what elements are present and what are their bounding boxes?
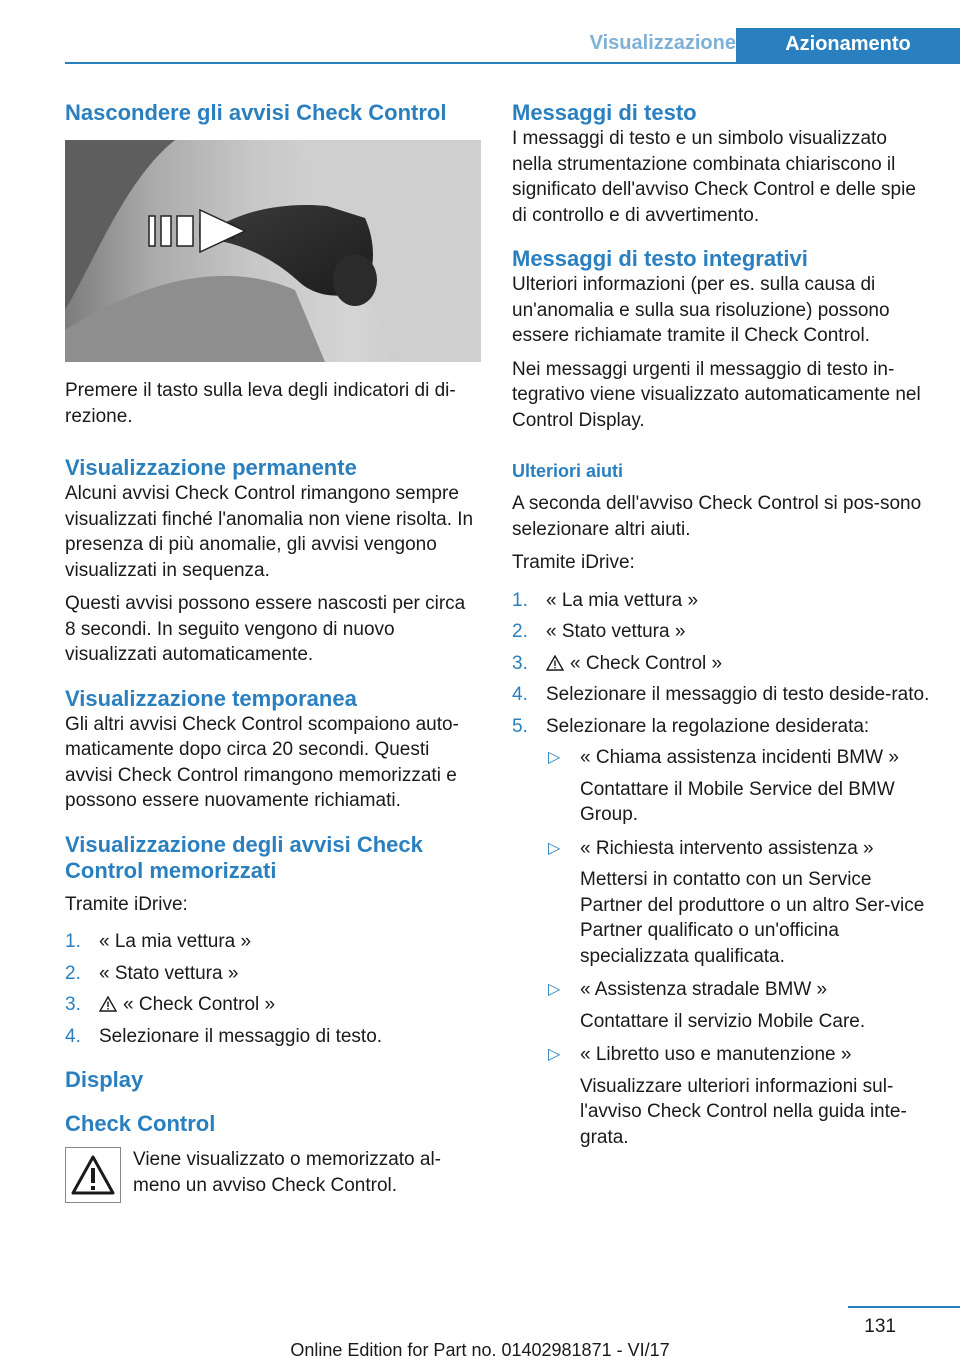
footer-edition: Online Edition for Part no. 01402981871 - VI/17 (290, 1340, 670, 1360)
triangle-bullet-icon: ▷ (548, 749, 561, 766)
triangle-bullet-icon: ▷ (548, 1046, 561, 1063)
heading-stored-alerts: Visualizzazione degli avvisi Check Control memorizzati (65, 831, 423, 883)
header-tab-azionamento[interactable]: Azionamento (736, 28, 960, 62)
list-item: 3. « Check Control » (65, 994, 276, 1015)
heading-display: Display (65, 1067, 144, 1092)
heading-check-control: Check Control (65, 1111, 216, 1136)
list-item: ▷ « Assistenza stradale BMW » Contattare il servizio Mobile Care. (548, 979, 866, 1032)
list-item: 4. Selezionare il messaggio di testo deside-rato. (512, 684, 930, 705)
list-item: 2. « Stato vettura » (512, 621, 686, 642)
heading-extra-messages: Messaggi di testo integrativi (512, 246, 808, 271)
stored-steps-list (65, 929, 481, 1049)
check-control-row (65, 1147, 481, 1203)
heading-text-messages: Messaggi di testo (512, 100, 697, 125)
list-item: 3. « Check Control » (512, 652, 723, 674)
heading-further-help: Ulteriori aiuti (512, 461, 624, 481)
list-item: ▷ « Chiama assistenza incidenti BMW » Contattare il Mobile Service del BMW Group. (548, 747, 899, 825)
help-steps-list (512, 588, 932, 1151)
stored-intro: Tramite iDrive: (65, 893, 188, 915)
heading-temporary-display: Visualizzazione temporanea (65, 685, 357, 711)
header-divider (65, 62, 960, 64)
text-messages-paragraph: I messaggi di testo e un simbolo visualizzato nella strumentazione combinata chiariscono il significato dell'avviso Check Control e delle spie di controllo e di avvertimento. (512, 128, 916, 226)
section-title-hide-alerts: Nascondere gli avvisi Check Control (65, 100, 447, 125)
check-control-warning-icon (65, 1147, 121, 1203)
turn-signal-lever-figure (65, 140, 481, 362)
header-tab-visualizzazione[interactable]: Visualizzazione (589, 32, 736, 54)
warning-triangle-icon (546, 655, 564, 671)
further-help-paragraph: A seconda dell'avviso Check Control si pos-sono selezionare altri aiuti. (512, 493, 922, 540)
press-lever-text: Premere il tasto sulla leva degli indicatori di di-rezione. (65, 380, 456, 427)
heading-permanent-display: Visualizzazione permanente (65, 455, 357, 480)
extra-messages-paragraph-1: Ulteriori informazioni (per es. sulla causa di un'anomalia e sulla sua risoluzione) possono essere richiamate tramite il Check Control. (512, 274, 890, 346)
extra-messages-paragraph-2: Nei messaggi urgenti il messaggio di testo in-tegrativo viene visualizzato automaticamente nel Control Display. (512, 358, 921, 431)
permanent-paragraph-2: Questi avvisi possono essere nascosti per circa 8 secondi. In seguito vengono di nuovo visualizzati automaticamente. (65, 593, 466, 665)
list-item: ▷ « Libretto uso e manutenzione » Visualizzare ulteriori informazioni sul-l'avviso Check Control nella guida inte-grata. (548, 1044, 907, 1148)
list-item: 4. Selezionare il messaggio di testo. (65, 1025, 383, 1047)
list-item: 1. « La mia vettura » (65, 931, 252, 952)
left-column (65, 100, 481, 1203)
lever-illustration (65, 140, 481, 362)
permanent-paragraph-1: Alcuni avvisi Check Control rimangono sempre visualizzati finché l'anomalia non viene risolta. In presenza di più anomalie, gli avvisi vengono visualizzati in sequenza. (65, 483, 474, 581)
footer-divider (848, 1306, 960, 1308)
check-control-description: Viene visualizzato o memorizzato al-meno un avviso Check Control. (133, 1149, 442, 1196)
list-item: ▷ « Richiesta intervento assistenza » Mettersi in contatto con un Service Partner del produttore o un altro Ser-vice Partner qualificato o un'officina specializzata qualificata. (548, 837, 925, 967)
further-help-intro: Tramite iDrive: (512, 552, 635, 573)
help-options-list (546, 745, 932, 1150)
temporary-paragraph-1: Gli altri avvisi Check Control scompaiono auto-maticamente dopo circa 20 secondi. Questi avvisi Check Control rimangono memorizzati e possono essere nuovamente richiamati. (65, 713, 459, 811)
warning-triangle-icon (99, 996, 117, 1012)
page-number: 131 (864, 1316, 896, 1337)
list-item: 5. Selezionare la regolazione desiderata: ▷ « Chiama assistenza incidenti BMW » Contattare il Mobile Service del BMW Group. ▷ « Richiesta intervento assistenza » Mettersi in contatto con un Service Partner del produttore o un altro Ser-vice Partner qualificato o un'officina specializzata qualificata. ▷ « Assistenza stradale BMW » Contattare il servizio Mobile Care. ▷ « Libretto uso e manutenzione » Visualizzare ulteriori informazioni sul-l'avviso Check Control nella guida inte-grata. (512, 714, 932, 1151)
right-column (512, 100, 932, 1158)
list-item: 2. « Stato vettura » (65, 962, 239, 984)
triangle-bullet-icon: ▷ (548, 981, 561, 998)
list-item: 1. « La mia vettura » (512, 589, 699, 611)
triangle-bullet-icon: ▷ (548, 839, 561, 857)
